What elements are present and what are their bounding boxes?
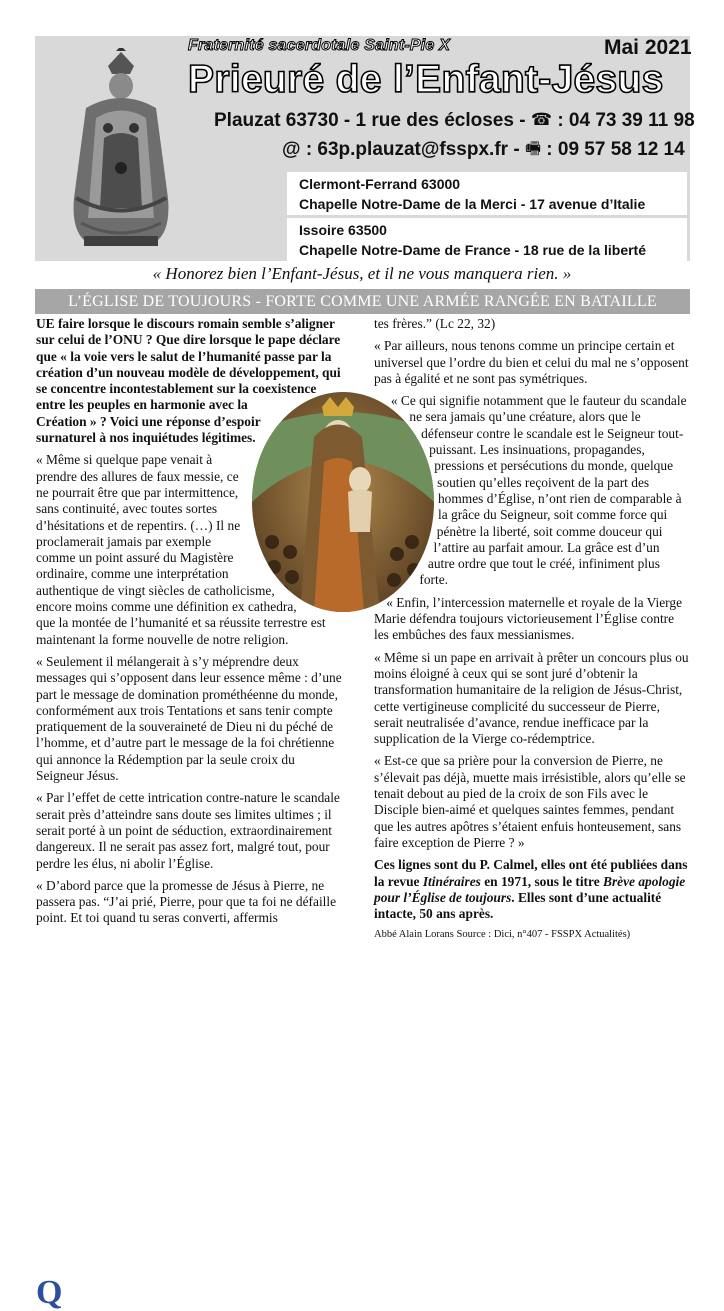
chapel-place: Chapelle Notre-Dame de France - 18 rue de la liberté bbox=[299, 242, 647, 258]
paragraph: « Par ailleurs, nous tenons comme un principe certain et universel que l’ordre du bien et celui du mal ne s’opposent pas à égalité et ne sont pas symétriques. bbox=[374, 338, 689, 386]
address-text: Plauzat 63730 - 1 rue des écloses - bbox=[214, 110, 526, 131]
paragraph: tes frères.” (Lc 22, 32) bbox=[374, 316, 496, 331]
article-title: L’ÉGLISE DE TOUJOURS - FORTE COMME UNE ARMÉE RANGÉE EN BATAILLE bbox=[35, 289, 690, 314]
paragraph: « Par l’effet de cette intrication contre-nature le scandale serait près d’atteindre sans doute ses limites ultimes ; il serait porté à un point de séduction, extraordinairement dangereux. Il ne serait pas assez fort, malgré tout, pour perdre les élus, ni abolir l’Église. bbox=[36, 790, 340, 871]
telephone-icon: ☎ bbox=[530, 110, 553, 129]
paragraph: « Ce qui signifie notamment que le fauteur du scandale ne sera jamais qu’une créature, alors que le défenseur contre le scandale est le Seigneur tout-puissant. Les insinuations, propagandes, pressions et persécutions du monde, quelque soutien qu’elles reçoivent de la part des hommes d’Église, n’ont rien de comparable à la grâce du Seigneur, soit comme force qui pénètre la liberté, soit comme douceur qui l’attire au parfait amour. La grâce est d’un autre ordre que tout le créé, infiniment plus forte. bbox=[390, 393, 687, 588]
signature: Abbé Alain Lorans Source : Dici, n°407 - FSSPX Actualités) bbox=[374, 929, 631, 941]
closing-note: Ces lignes sont du P. Calmel, elles ont été publiées dans la revue Itinéraires en 1971, sous le titre Brève apologie pour l’Église de toujours. Elles sont d’une actualité intacte, 50 ans après. bbox=[374, 857, 688, 922]
email-symbol: @ bbox=[282, 139, 301, 160]
paragraph: « Enfin, l’intercession maternelle et royale de la Vierge Marie défendra toujours victorieusement l’Église contre les embûches des faux messianismes. bbox=[374, 594, 683, 643]
intro-paragraph: Q UE faire lorsque le discours romain semble s’aligner sur celui de l’ONU ? Que dire lorsque le pape déclare que « la voie vers le salut de l’humanité passe par la création d’un nouveau modèle de développement, qui se concentre incontestablement sur la coexistence entre les peuples en harmonie avec la Création » ? Voici une réponse d’espoir surnaturel à nos inquiétudes légitimes. bbox=[36, 316, 341, 1311]
paragraph: « Même si un pape en arrivait à prêter un concours plus ou moins éloigné à ceux qui se sont juré d’obtenir la transformation humanitaire de la religion de Jésus-Christ, cette vertigineuse complicité du successeur de Pierre, serait neutralisée d’avance, rendue inefficace par la supplication de la Vierge co-rédemptrice. bbox=[374, 649, 689, 747]
chapel-box-issoire bbox=[287, 218, 687, 261]
drop-cap: Q bbox=[36, 1273, 63, 1311]
paragraph: « Seulement il mélangerait à s’y méprendre deux messages qui s’opposent dans leur essence même : d’une part le message de domination prométhéenne du monde, conformément aux trois Tentations et sans tenir compte pratiquement de la souveraineté de Dieu ni du péché de l’homme, et d’autre part le message de la foi chrétienne qui annonce la Rédemption par la seule croix du Seigneur Jésus. bbox=[36, 653, 342, 784]
paragraph: « Est-ce que sa prière pour la conversion de Pierre, ne s’élevait pas déjà, muette mais irrésistible, alors qu’elle se tenait debout au pied de la croix de son Fils avec le Disciple bien-aimé et quelques saintes femmes, pendant que les autres apôtres s’étaient enfuis honteusement, sans faire exception de Pierre ? » bbox=[374, 753, 686, 850]
paragraph: « D’abord parce que la promesse de Jésus à Pierre, ne passera pas. “J’ai prié, Pierre, pour que ta foi ne défaille point. Et toi quand tu seras converti, affermis bbox=[36, 877, 337, 926]
priory-title: Prieuré de l’Enfant-Jésus bbox=[188, 58, 664, 101]
fraternity-name: Fraternité sacerdotale Saint-Pie X bbox=[188, 37, 451, 54]
chapel-place: Chapelle Notre-Dame de la Merci - 17 avenue d’Italie bbox=[299, 196, 646, 212]
chapel-city: Issoire 63500 bbox=[299, 222, 387, 238]
chapel-city: Clermont-Ferrand 63000 bbox=[299, 176, 461, 192]
phone-number: : 04 73 39 11 98 bbox=[557, 110, 695, 131]
address-line bbox=[214, 110, 695, 132]
paragraph: « Même si quelque pape venait à prendre des allures de faux messie, ce ne pourrait être que par intermittence, sans continuité, avec toutes sortes d’hésitations et de repentirs. (…) Il ne proclamerait jamais par exemple comme un point assuré du Magistère ordinaire, comme une interprétation authentique de vingt siècles de catholicisme, encore moins comme une définition ex cathedra, que la montée de l’humanité et sa réussite terrestre est maintenant la forme nouvelle de notre religion. bbox=[36, 452, 326, 647]
virgin-and-child-image bbox=[252, 392, 434, 612]
issue-date: Mai 2021 bbox=[604, 36, 692, 59]
infant-jesus-statue-image bbox=[46, 48, 196, 248]
motto: « Honorez bien l’Enfant-Jésus, et il ne vous manquera rien. » bbox=[152, 264, 572, 283]
chapel-box-clermont bbox=[287, 172, 687, 215]
email-address[interactable]: : 63p.plauzat@fsspx.fr - bbox=[305, 139, 520, 160]
contact-line bbox=[282, 136, 685, 165]
fax-icon: 🖷 bbox=[524, 139, 541, 158]
fax-number: : 09 57 58 12 14 bbox=[546, 139, 685, 160]
